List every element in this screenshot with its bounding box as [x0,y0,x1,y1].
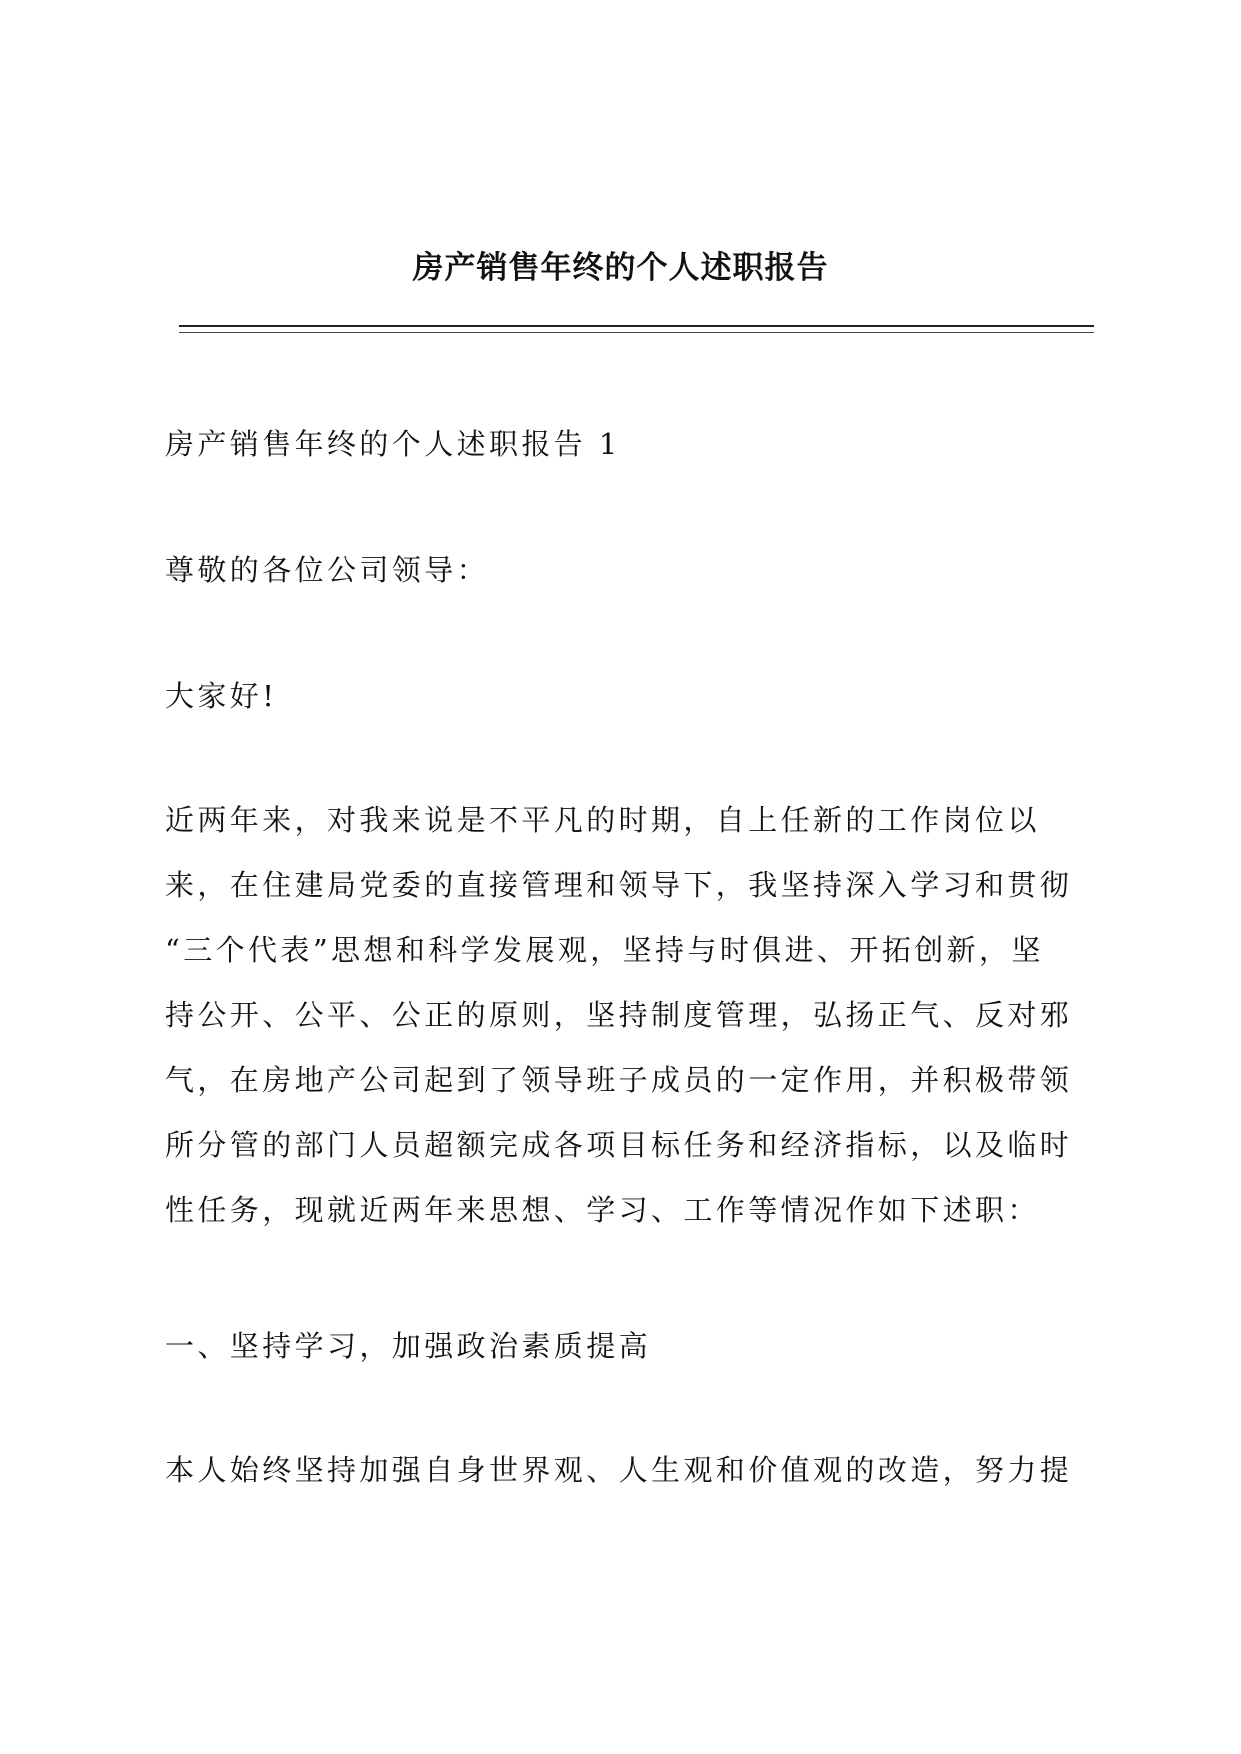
paragraph-line: 来，在住建局党委的直接管理和领导下，我坚持深入学习和贯彻 [165,868,1073,902]
paragraph-line: 本人始终坚持加强自身世界观、人生观和价值观的改造，努力提 [165,1453,1073,1487]
paragraph-line: 性任务，现就近两年来思想、学习、工作等情况作如下述职： [165,1193,1040,1227]
title-divider-thick [179,325,1094,327]
paragraph-line: 所分管的部门人员超额完成各项目标任务和经济指标，以及临时 [165,1128,1073,1162]
document-title: 房产销售年终的个人述职报告 [412,250,829,286]
paragraph-line: “三个代表”思想和科学发展观，坚持与时俱进、开拓创新，坚 [165,933,1044,967]
paragraph-line: 近两年来，对我来说是不平凡的时期，自上任新的工作岗位以 [165,803,1040,837]
greeting: 大家好! [165,679,278,713]
paragraph-line: 持公开、公平、公正的原则，坚持制度管理，弘扬正气、反对邪 [165,998,1073,1032]
report-subtitle: 房产销售年终的个人述职报告 1 [165,427,621,461]
section-heading-1: 一、坚持学习，加强政治素质提高 [165,1329,652,1363]
title-divider-thin [179,332,1094,333]
paragraph-intro [165,788,1095,1243]
paragraph-section-1 [165,1438,1095,1503]
paragraph-line: 气，在房地产公司起到了领导班子成员的一定作用，并积极带领 [165,1063,1073,1097]
salutation: 尊敬的各位公司领导： [165,553,490,587]
